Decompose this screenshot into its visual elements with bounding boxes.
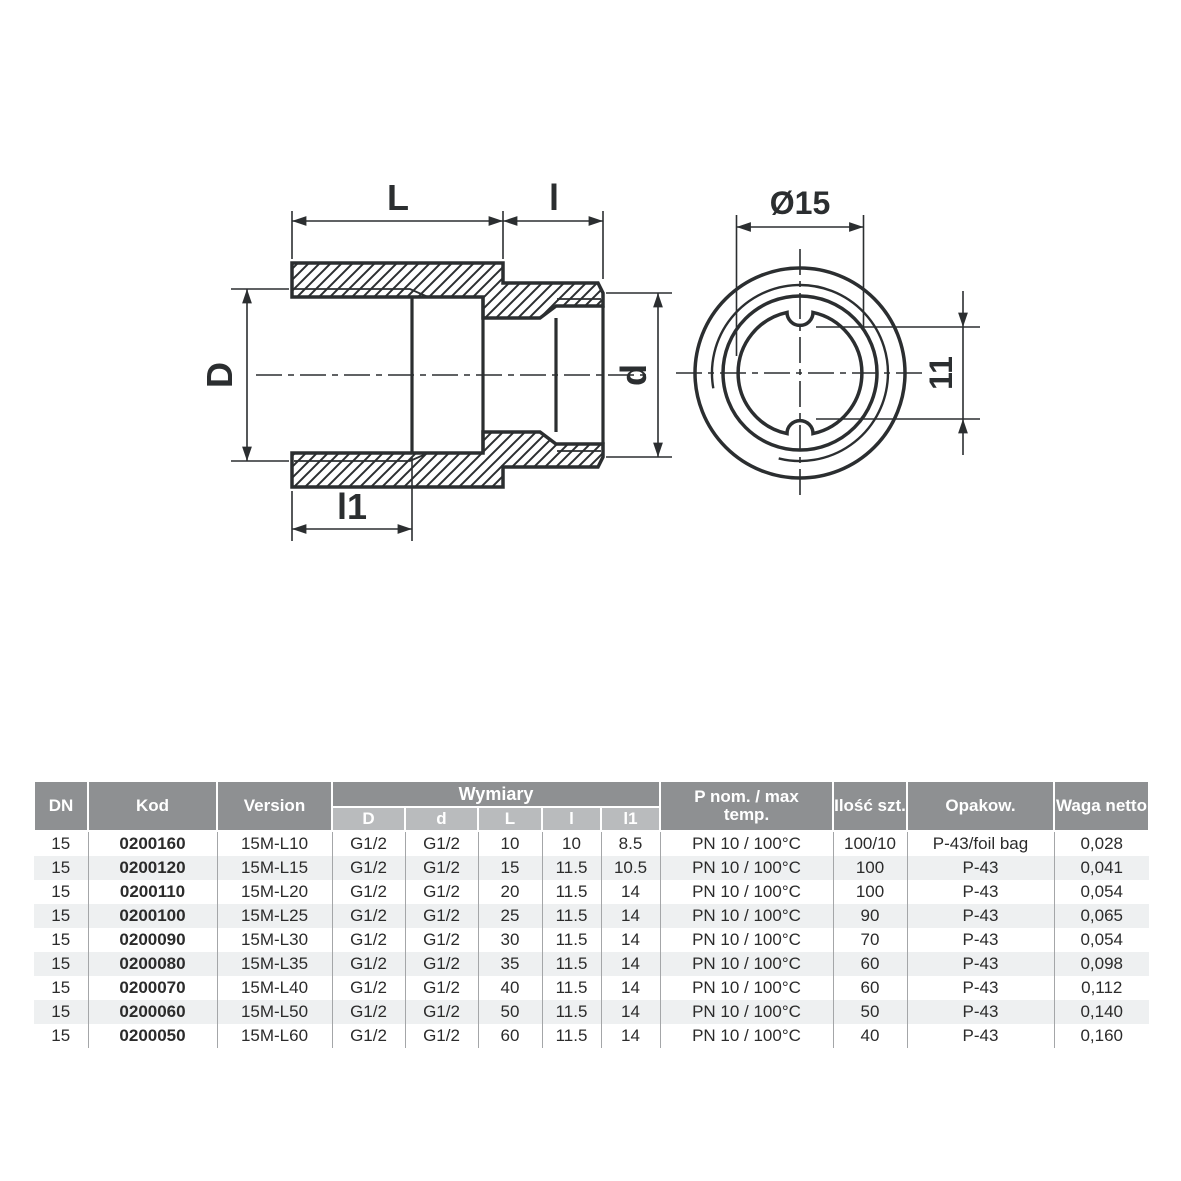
table-cell: 0200100 bbox=[88, 904, 217, 928]
table-cell: PN 10 / 100°C bbox=[660, 904, 833, 928]
product-table bbox=[33, 780, 1148, 1048]
dim-label-11: 11 bbox=[923, 356, 959, 390]
table-cell: 15M-L25 bbox=[217, 904, 332, 928]
table-row bbox=[34, 976, 1149, 1000]
table-cell: G1/2 bbox=[332, 1000, 405, 1024]
header-dim-l: l bbox=[542, 807, 601, 831]
dim-label-diameter-15: Ø15 bbox=[769, 185, 831, 221]
table-cell: 15 bbox=[51, 882, 71, 901]
table-cell: P-43 bbox=[907, 904, 1054, 928]
table-cell: 60 bbox=[478, 1024, 542, 1048]
table-cell: 8.5 bbox=[601, 831, 660, 856]
table-cell: 11.5 bbox=[542, 928, 601, 952]
dim-label-l1: l1 bbox=[336, 486, 368, 527]
table-cell: G1/2 bbox=[332, 928, 405, 952]
table-cell: P-43 bbox=[907, 928, 1054, 952]
table-cell: PN 10 / 100°C bbox=[660, 952, 833, 976]
table-cell: 0,140 bbox=[1054, 1000, 1149, 1024]
table-cell: 15M-L50 bbox=[217, 1000, 332, 1024]
table-cell: 0,028 bbox=[1054, 831, 1149, 856]
table-cell: 14 bbox=[601, 928, 660, 952]
table-cell: 15 bbox=[51, 834, 71, 853]
table-cell: 15M-L15 bbox=[217, 856, 332, 880]
dim-label-l: l bbox=[548, 177, 560, 218]
table-cell: 0,160 bbox=[1054, 1024, 1149, 1048]
table-cell: 0,054 bbox=[1054, 928, 1149, 952]
table-cell: 15M-L30 bbox=[217, 928, 332, 952]
table-cell: 14 bbox=[601, 1000, 660, 1024]
table-cell: P-43 bbox=[907, 1000, 1054, 1024]
table-cell: 100 bbox=[833, 880, 907, 904]
dim-label-D: D bbox=[199, 362, 240, 388]
table-cell: PN 10 / 100°C bbox=[660, 856, 833, 880]
header-wymiary: Wymiary bbox=[332, 781, 660, 807]
header-dim-l1: l1 bbox=[601, 807, 660, 831]
table-cell: 15M-L60 bbox=[217, 1024, 332, 1048]
table-cell: G1/2 bbox=[405, 831, 478, 856]
table-cell: 0200070 bbox=[88, 976, 217, 1000]
table-cell: 35 bbox=[478, 952, 542, 976]
table-cell: 11.5 bbox=[542, 1024, 601, 1048]
table-cell: 11.5 bbox=[542, 1000, 601, 1024]
table-row bbox=[34, 1024, 1149, 1048]
table-row bbox=[34, 856, 1149, 880]
table-cell: 100/10 bbox=[833, 831, 907, 856]
front-circular-view bbox=[676, 185, 980, 497]
table-row bbox=[34, 904, 1149, 928]
table-cell: 10.5 bbox=[601, 856, 660, 880]
table-cell: 90 bbox=[833, 904, 907, 928]
table-cell: 14 bbox=[601, 952, 660, 976]
table-cell: 0200110 bbox=[88, 880, 217, 904]
table-cell: 11.5 bbox=[542, 880, 601, 904]
table-cell: G1/2 bbox=[405, 928, 478, 952]
table-cell: P-43 bbox=[907, 856, 1054, 880]
table-cell: 11.5 bbox=[542, 952, 601, 976]
table-row bbox=[34, 880, 1149, 904]
table-cell: 25 bbox=[478, 904, 542, 928]
table-cell: 15 bbox=[51, 930, 71, 949]
table-cell: 40 bbox=[833, 1024, 907, 1048]
table-cell: 0200080 bbox=[88, 952, 217, 976]
table-cell: 100 bbox=[833, 856, 907, 880]
table-row bbox=[34, 1000, 1149, 1024]
table-cell: 15M-L10 bbox=[217, 831, 332, 856]
table-cell: PN 10 / 100°C bbox=[660, 1000, 833, 1024]
table-cell: PN 10 / 100°C bbox=[660, 831, 833, 856]
table-cell: P-43 bbox=[907, 880, 1054, 904]
table-cell: G1/2 bbox=[405, 904, 478, 928]
table-cell: G1/2 bbox=[405, 880, 478, 904]
header-waga: Waga netto bbox=[1054, 781, 1149, 831]
table-cell: PN 10 / 100°C bbox=[660, 1024, 833, 1048]
header-dim-L: L bbox=[478, 807, 542, 831]
table-row bbox=[34, 831, 1149, 856]
table-cell: 14 bbox=[601, 904, 660, 928]
table-cell: 0,041 bbox=[1054, 856, 1149, 880]
table-cell: 10 bbox=[542, 831, 601, 856]
table-cell: 11.5 bbox=[542, 856, 601, 880]
table-cell: G1/2 bbox=[332, 831, 405, 856]
table-body bbox=[34, 831, 1149, 1048]
table-cell: G1/2 bbox=[405, 952, 478, 976]
table-cell: G1/2 bbox=[405, 976, 478, 1000]
table-cell: 15 bbox=[51, 906, 71, 925]
table-cell: PN 10 / 100°C bbox=[660, 976, 833, 1000]
table-cell: 15 bbox=[51, 1002, 71, 1021]
table-cell: 70 bbox=[833, 928, 907, 952]
table-cell: 0200160 bbox=[88, 831, 217, 856]
table-cell: 10 bbox=[478, 831, 542, 856]
table-cell: 50 bbox=[833, 1000, 907, 1024]
table-cell: 0,054 bbox=[1054, 880, 1149, 904]
table-header bbox=[34, 781, 1149, 831]
header-dim-d: d bbox=[405, 807, 478, 831]
table-cell: 20 bbox=[478, 880, 542, 904]
table-cell: 15 bbox=[478, 856, 542, 880]
table-cell: 15M-L35 bbox=[217, 952, 332, 976]
header-pnom-line2: temp. bbox=[723, 805, 770, 824]
table-cell: G1/2 bbox=[332, 952, 405, 976]
table-cell: G1/2 bbox=[332, 880, 405, 904]
header-kod: Kod bbox=[88, 781, 217, 831]
header-dim-D: D bbox=[332, 807, 405, 831]
table-row bbox=[34, 952, 1149, 976]
table-cell: 14 bbox=[601, 880, 660, 904]
table-cell: 60 bbox=[833, 976, 907, 1000]
front-centerlines bbox=[676, 249, 924, 497]
dim-label-d: d bbox=[613, 364, 654, 386]
spec-table bbox=[33, 780, 1150, 1048]
dim-label-L: L bbox=[387, 177, 409, 218]
table-cell: 15 bbox=[51, 954, 71, 973]
side-section-view bbox=[199, 177, 672, 541]
table-cell: PN 10 / 100°C bbox=[660, 928, 833, 952]
table-cell: PN 10 / 100°C bbox=[660, 880, 833, 904]
table-cell: 15M-L20 bbox=[217, 880, 332, 904]
table-cell: 30 bbox=[478, 928, 542, 952]
table-cell: 0,098 bbox=[1054, 952, 1149, 976]
table-cell: G1/2 bbox=[405, 1000, 478, 1024]
side-dimensions bbox=[231, 211, 672, 541]
table-cell: 0200060 bbox=[88, 1000, 217, 1024]
table-cell: P-43 bbox=[907, 952, 1054, 976]
front-dimensions bbox=[737, 215, 981, 455]
table-cell: G1/2 bbox=[332, 904, 405, 928]
table-cell: 14 bbox=[601, 976, 660, 1000]
table-cell: P-43 bbox=[907, 1024, 1054, 1048]
table-cell: G1/2 bbox=[405, 856, 478, 880]
header-opakow: Opakow. bbox=[907, 781, 1054, 831]
table-cell: P-43/foil bag bbox=[907, 831, 1054, 856]
table-cell: G1/2 bbox=[332, 976, 405, 1000]
header-dn: DN bbox=[34, 781, 88, 831]
table-cell: 11.5 bbox=[542, 904, 601, 928]
table-cell: 15 bbox=[51, 858, 71, 877]
table-cell: G1/2 bbox=[332, 1024, 405, 1048]
table-cell: 15M-L40 bbox=[217, 976, 332, 1000]
header-ilosc: Ilość szt. bbox=[833, 781, 907, 831]
table-cell: 0,065 bbox=[1054, 904, 1149, 928]
header-pnom bbox=[660, 781, 833, 831]
table-cell: 0200050 bbox=[88, 1024, 217, 1048]
table-cell: 60 bbox=[833, 952, 907, 976]
table-cell: G1/2 bbox=[332, 856, 405, 880]
table-cell: G1/2 bbox=[405, 1024, 478, 1048]
table-cell: 0,112 bbox=[1054, 976, 1149, 1000]
table-cell: 50 bbox=[478, 1000, 542, 1024]
header-pnom-line1: P nom. / max bbox=[694, 787, 799, 806]
table-cell: 0200090 bbox=[88, 928, 217, 952]
table-cell: P-43 bbox=[907, 976, 1054, 1000]
header-version: Version bbox=[217, 781, 332, 831]
table-cell: 11.5 bbox=[542, 976, 601, 1000]
table-row bbox=[34, 928, 1149, 952]
table-cell: 15 bbox=[51, 978, 71, 997]
table-cell: 15 bbox=[51, 1026, 71, 1045]
table-cell: 40 bbox=[478, 976, 542, 1000]
table-cell: 0200120 bbox=[88, 856, 217, 880]
table-cell: 14 bbox=[601, 1024, 660, 1048]
